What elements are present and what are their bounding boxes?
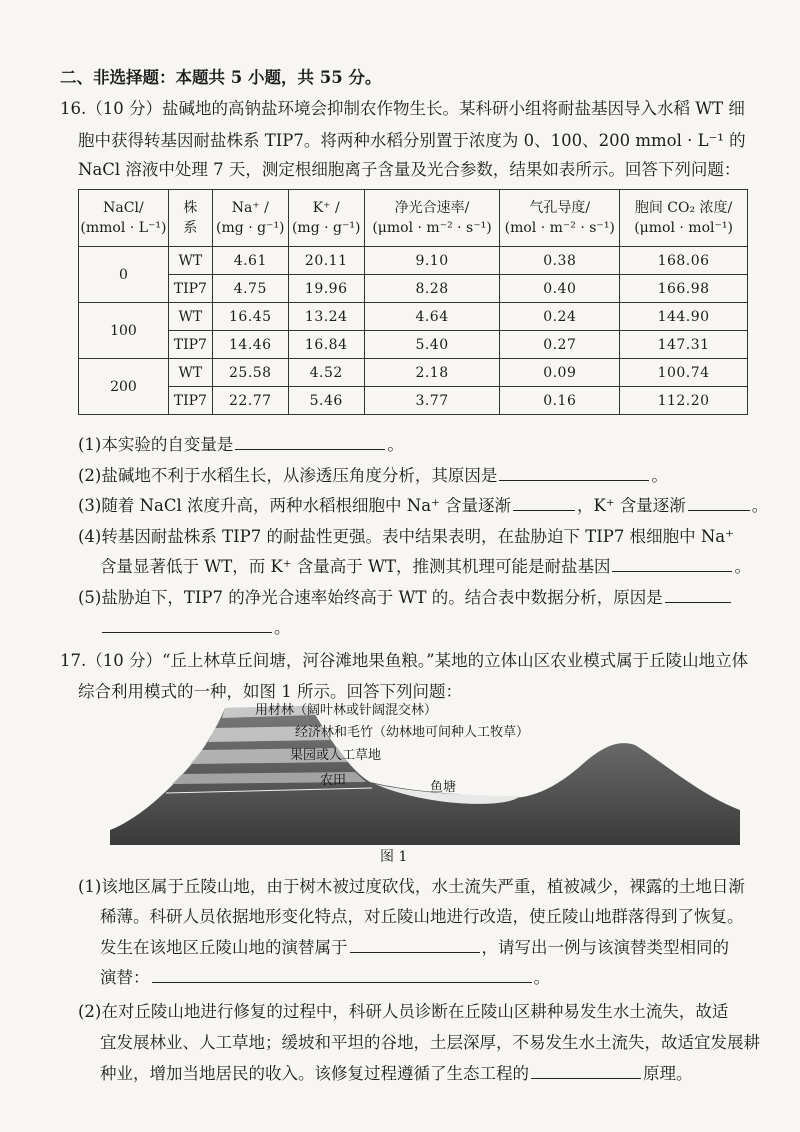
q17-sub1-line-3: 发生在该地区丘陵山地的演替属于 ，请写出一例与该演替类型相同的: [100, 938, 729, 957]
label-orchard: 果园或人工草地: [290, 748, 382, 763]
cell-ci: 166.98: [620, 275, 748, 303]
cell-k: 13.24: [288, 303, 364, 331]
answer-blank[interactable]: [102, 618, 272, 633]
cell-pn: 5.40: [364, 331, 500, 359]
cell-na: 4.75: [212, 275, 288, 303]
cell-line: WT: [168, 247, 212, 275]
cell-na: 14.46: [212, 331, 288, 359]
cell-line: TIP7: [168, 331, 212, 359]
q17-sub1-line-4: 演替： 。: [100, 968, 550, 987]
figure-caption: 图 1: [380, 849, 408, 865]
header-na: Na⁺ / (mg · g⁻¹): [212, 190, 288, 247]
cell-line: TIP7: [168, 387, 212, 415]
cell-k: 4.52: [288, 359, 364, 387]
answer-blank[interactable]: [152, 968, 532, 983]
answer-blank[interactable]: [612, 557, 732, 572]
answer-blank[interactable]: [531, 1064, 641, 1079]
q16-stem-line-2: 胞中获得转基因耐盐株系 TIP7。将两种水稻分别置于浓度为 0、100、200 mmol · L⁻¹ 的: [78, 131, 746, 150]
q17-stem-line-1: 17.（10 分）“丘上林草丘间塘，河谷滩地果鱼粮。”某地的立体山区农业模式属于丘陵山地立体: [60, 651, 749, 670]
cell-nacl: 100: [79, 303, 169, 359]
cell-gs: 0.38: [500, 247, 620, 275]
cell-gs: 0.40: [500, 275, 620, 303]
header-k: K⁺ / (mg · g⁻¹): [288, 190, 364, 247]
q16-sub-4a: (4)转基因耐盐株系 TIP7 的耐盐性更强。表中结果表明，在盐胁迫下 TIP7 根细胞中 Na⁺: [78, 527, 734, 546]
cell-gs: 0.16: [500, 387, 620, 415]
q17-sub1-line-1: (1)该地区属于丘陵山地，由于树木被过度砍伐，水土流失严重，植被减少，裸露的土地日渐: [78, 877, 745, 896]
table-row: [79, 331, 748, 359]
cell-pn: 8.28: [364, 275, 500, 303]
results-table: [78, 189, 748, 415]
q16-sub-4b: 含量显著低于 WT，而 K⁺ 含量高于 WT，推测其机理可能是耐盐基因 。: [100, 557, 751, 576]
table-header-row: [79, 190, 748, 247]
answer-blank[interactable]: [688, 496, 750, 511]
cell-k: 20.11: [288, 247, 364, 275]
answer-blank[interactable]: [513, 496, 575, 511]
cell-na: 4.61: [212, 247, 288, 275]
q17-sub2-line-1: (2)在对丘陵山地进行修复的过程中，科研人员诊断在丘陵山区耕种易发生水土流失，故适: [78, 1002, 729, 1021]
q16-stem-line-1: 16.（10 分）盐碱地的高钠盐环境会抑制农作物生长。某科研小组将耐盐基因导入水稻 WT 细: [60, 99, 745, 118]
header-net-photosynthesis: 净光合速率/ (μmol · m⁻² · s⁻¹): [364, 190, 500, 247]
q17-stem-line-2: 综合利用模式的一种，如图 1 所示。回答下列问题：: [78, 682, 462, 701]
header-stomatal-conductance: 气孔导度/ (mol · m⁻² · s⁻¹): [500, 190, 620, 247]
cell-ci: 144.90: [620, 303, 748, 331]
cell-k: 16.84: [288, 331, 364, 359]
answer-blank[interactable]: [350, 938, 480, 953]
cell-k: 19.96: [288, 275, 364, 303]
table-row: [79, 303, 748, 331]
cell-na: 16.45: [212, 303, 288, 331]
label-fish-pond: 鱼塘: [430, 780, 457, 795]
cell-na: 22.77: [212, 387, 288, 415]
cell-ci: 112.20: [620, 387, 748, 415]
cell-ci: 168.06: [620, 247, 748, 275]
q17-sub1-line-2: 稀薄。科研人员依据地形变化特点，对丘陵山地进行改造，使丘陵山地群落得到了恢复。: [100, 907, 744, 926]
table-row: [79, 247, 748, 275]
cell-pn: 2.18: [364, 359, 500, 387]
label-economic-forest: 经济林和毛竹（幼林地可间种人工牧草）: [295, 725, 530, 740]
header-line: 株 系: [168, 190, 212, 247]
cell-pn: 3.77: [364, 387, 500, 415]
cell-line: WT: [168, 359, 212, 387]
section-title: 二、非选择题：本题共 5 小题，共 55 分。: [60, 68, 382, 87]
label-farmland: 农田: [320, 773, 347, 788]
cell-pn: 4.64: [364, 303, 500, 331]
answer-blank[interactable]: [499, 466, 649, 481]
q17-sub2-line-3: 种业，增加当地居民的收入。该修复过程遵循了生态工程的 原理。: [100, 1064, 693, 1083]
cell-ci: 147.31: [620, 331, 748, 359]
cell-gs: 0.27: [500, 331, 620, 359]
table-row: [79, 387, 748, 415]
cell-gs: 0.09: [500, 359, 620, 387]
q16-sub-3: (3)随着 NaCl 浓度升高，两种水稻根细胞中 Na⁺ 含量逐渐 ，K⁺ 含量逐渐 。: [78, 496, 769, 515]
cell-line: TIP7: [168, 275, 212, 303]
cell-pn: 9.10: [364, 247, 500, 275]
q16-sub-5: (5)盐胁迫下，TIP7 的净光合速率始终高于 WT 的。结合表中数据分析，原因是: [78, 588, 733, 608]
label-timber-forest: 用材林（阔叶林或针阔混交林）: [255, 703, 438, 718]
q16-sub-5-cont: 。: [100, 618, 291, 638]
q16-stem-line-3: NaCl 溶液中处理 7 天，测定根细胞离子含量及光合参数，结果如表所示。回答下列问题：: [78, 160, 741, 179]
cell-k: 5.46: [288, 387, 364, 415]
q16-sub-1: (1)本实验的自变量是 。: [78, 435, 404, 454]
answer-blank[interactable]: [665, 588, 731, 603]
cell-gs: 0.24: [500, 303, 620, 331]
cell-nacl: 0: [79, 247, 169, 303]
header-nacl: NaCl/ (mmol · L⁻¹): [79, 190, 169, 247]
q17-sub2-line-2: 宜发展林业、人工草地；缓坡和平坦的谷地，土层深厚，不易发生水土流失，故适宜发展耕: [100, 1033, 760, 1052]
cell-na: 25.58: [212, 359, 288, 387]
cell-ci: 100.74: [620, 359, 748, 387]
table-row: [79, 359, 748, 387]
header-intercellular-co2: 胞间 CO₂ 浓度/ (μmol · mol⁻¹): [620, 190, 748, 247]
table-row: [79, 275, 748, 303]
cell-nacl: 200: [79, 359, 169, 415]
q16-sub-2: (2)盐碱地不利于水稻生长，从渗透压角度分析，其原因是 。: [78, 466, 668, 485]
figure-1-terrain-diagram: [110, 700, 740, 845]
cell-line: WT: [168, 303, 212, 331]
answer-blank[interactable]: [235, 435, 385, 450]
